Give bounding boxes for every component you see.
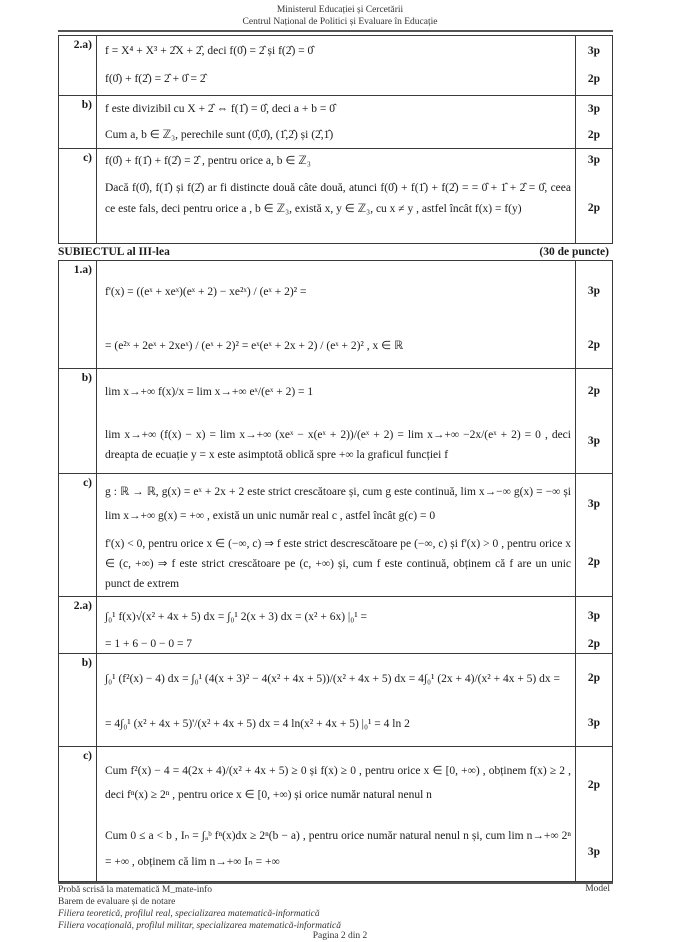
subject3-title: SUBIECTUL al III-lea — [58, 246, 170, 258]
header-rule — [58, 30, 613, 32]
solution-line: = 1 + 6 − 0 − 0 = 7 — [105, 638, 193, 650]
solution-line: ∫₀¹ (f²(x) − 4) dx = ∫₀¹ (4(x + 3)² − 4(x² + 4x + 5))/(x² + 4x + 5) dx = 4∫₀¹ (2x + 4)/(x² + 4x + 5) dx = — [105, 673, 560, 685]
item-label: b) — [59, 96, 97, 149]
item-label: c) — [59, 474, 97, 597]
header-ministry: Ministerul Educației și Cercetării — [276, 5, 404, 15]
points-cell — [576, 96, 613, 149]
solution-line: Cum a, b ∈ ℤ₃, perechile sunt (0̂,0̂), (1̂,2̂) și (2̂,1̂) — [105, 129, 334, 141]
solution-line: = (e²ˣ + 2eˣ + 2xeˣ) / (eˣ + 2)² = eˣ(eˣ + 2x + 2) / (eˣ + 2)² , x ∈ ℝ — [105, 340, 404, 352]
solution-line: Cum 0 ≤ a < b , Iₙ = ∫ₐᵇ fⁿ(x)dx ≥ 2ⁿ(b − a) , pentru orice număr natural nenul n și, cum lim n→+∞ 2ⁿ = +∞ , obținem că lim n→+∞ Iₙ = +∞ — [105, 830, 571, 868]
points: 2p — [587, 672, 601, 684]
points: 2p — [587, 202, 601, 214]
footer-model: Model — [585, 884, 610, 894]
item-label: b) — [59, 654, 97, 747]
footer-filiera-vocationala: Filiera vocațională, profilul militar, specializarea matematică-informatică — [58, 921, 341, 931]
item-label: 2.a) — [59, 597, 97, 654]
points: 2p — [587, 129, 601, 141]
item-body — [97, 474, 576, 597]
page-number: Pagina 2 din 2 — [312, 931, 368, 941]
points: 3p — [587, 45, 601, 57]
solution-line: Dacă f(0̂), f(1̂) și f(2̂) ar fi distincte două câte două, atunci f(0̂) + f(1̂) + f(2̂) = = 0̂ + 1̂ + 2̂ = 0̂, ceea ce este fals, deci pentru orice a , b ∈ ℤ₃, există x, y ∈ ℤ₃, cu x ≠ y , astfel încât f(x) = f(y) — [105, 182, 571, 215]
solution-line: f'(x) < 0, pentru orice x ∈ (−∞, c) ⇒ f este strict descrescătoare pe (−∞, c) și f'(x) > 0 , pentru orice x ∈ (c, +∞) ⇒ f este strict crescătoare pe (c, +∞) și, cum f este continuă, obținem că f are un unic punct de extrem — [105, 538, 571, 590]
solution-line: f(0̂) + f(2̂) = 2̂ + 0̂ = 2̂ — [105, 73, 206, 85]
points: 3p — [587, 846, 601, 858]
subject3-points-total: (30 de puncte) — [539, 246, 609, 258]
footer-exam: Probă scrisă la matematică M_mate-info — [58, 885, 213, 895]
points-cell — [576, 36, 613, 96]
item-row — [59, 474, 613, 597]
points-cell — [576, 261, 613, 369]
solution-line: f este divizibil cu X + 2̂ ⇔ f(1̂) = 0̂, deci a + b = 0̂ — [105, 103, 336, 115]
points-cell — [576, 597, 613, 654]
item-label: 2.a) — [59, 36, 97, 96]
item-label: c) — [59, 149, 97, 244]
points: 3p — [587, 435, 601, 447]
solution-line: lim x→+∞ f(x)/x = lim x→+∞ eˣ/(eˣ + 2) = 1 — [105, 386, 314, 398]
solution-line: f = X⁴ + X³ + 2̂X + 2̂, deci f(0̂) = 2̂ și f(2̂) = 0̂ — [105, 45, 314, 57]
points: 2p — [587, 339, 601, 351]
points: 2p — [587, 73, 601, 85]
points: 3p — [587, 498, 601, 510]
item-body — [97, 369, 576, 474]
item-body — [97, 261, 576, 369]
points-cell — [576, 747, 613, 882]
points-cell — [576, 369, 613, 474]
points: 3p — [587, 717, 601, 729]
item-label: b) — [59, 369, 97, 474]
subject2-table — [58, 35, 613, 244]
solution-line: ∫₀¹ f(x)√(x² + 4x + 5) dx = ∫₀¹ 2(x + 3) dx = (x² + 6x) |₀¹ = — [105, 611, 368, 623]
item-row — [59, 654, 613, 747]
points: 3p — [587, 610, 601, 622]
item-body — [97, 654, 576, 747]
points: 2p — [587, 385, 601, 397]
solution-line: g : ℝ → ℝ, g(x) = eˣ + 2x + 2 este strict crescătoare și, cum g este continuă, lim x→−∞ g(x) = −∞ și lim x→+∞ g(x) = +∞ , există un unic număr real c , astfel încât g(c) = 0 — [105, 486, 571, 522]
points: 3p — [587, 154, 601, 166]
solution-line: = 4∫₀¹ (x² + 4x + 5)'/(x² + 4x + 5) dx = 4 ln(x² + 4x + 5) |₀¹ = 4 ln 2 — [105, 718, 410, 730]
item-row — [59, 597, 613, 654]
solution-line: f(0̂) + f(1̂) + f(2̂) = 2̂ , pentru orice a, b ∈ ℤ₃ — [105, 155, 311, 167]
points-cell — [576, 654, 613, 747]
item-body — [97, 747, 576, 882]
item-row — [59, 261, 613, 369]
points: 2p — [587, 556, 601, 568]
solution-line: Cum f²(x) − 4 = 4(2x + 4)/(x² + 4x + 5) ≥ 0 și f(x) ≥ 0 , pentru orice x ∈ [0, +∞) , obținem f(x) ≥ 2 , deci fⁿ(x) ≥ 2ⁿ , pentru orice x ∈ [0, +∞) și orice număr natural nenul n — [105, 765, 571, 801]
solution-line: lim x→+∞ (f(x) − x) = lim x→+∞ (xeˣ − x(eˣ + 2))/(eˣ + 2) = lim x→+∞ −2x/(eˣ + 2) = 0 , deci dreapta de ecuație y = x este asimptotă oblică spre +∞ la graficul funcției f — [105, 429, 571, 461]
item-label: c) — [59, 747, 97, 882]
points-cell — [576, 149, 613, 244]
points: 2p — [587, 638, 601, 650]
points: 3p — [587, 103, 601, 115]
subject3-heading — [58, 246, 613, 258]
item-body — [97, 36, 576, 96]
item-body — [97, 96, 576, 149]
points: 3p — [587, 285, 601, 297]
item-row — [59, 369, 613, 474]
header-center: Centrul Național de Politici și Evaluare în Educație — [242, 17, 438, 27]
item-row — [59, 96, 613, 149]
item-row — [59, 747, 613, 882]
solution-line: f'(x) = ((eˣ + xeˣ)(eˣ + 2) − xe²ˣ) / (eˣ + 2)² = — [105, 286, 307, 298]
points-cell — [576, 474, 613, 597]
item-row — [59, 36, 613, 96]
subject3-table — [58, 260, 613, 882]
footer-barem: Barem de evaluare și de notare — [58, 897, 176, 907]
item-label: 1.a) — [59, 261, 97, 369]
footer-filiera-teoretica: Filiera teoretică, profilul real, specializarea matematică-informatică — [58, 909, 320, 919]
points: 2p — [587, 779, 601, 791]
item-row — [59, 149, 613, 244]
item-body — [97, 149, 576, 244]
item-body — [97, 597, 576, 654]
